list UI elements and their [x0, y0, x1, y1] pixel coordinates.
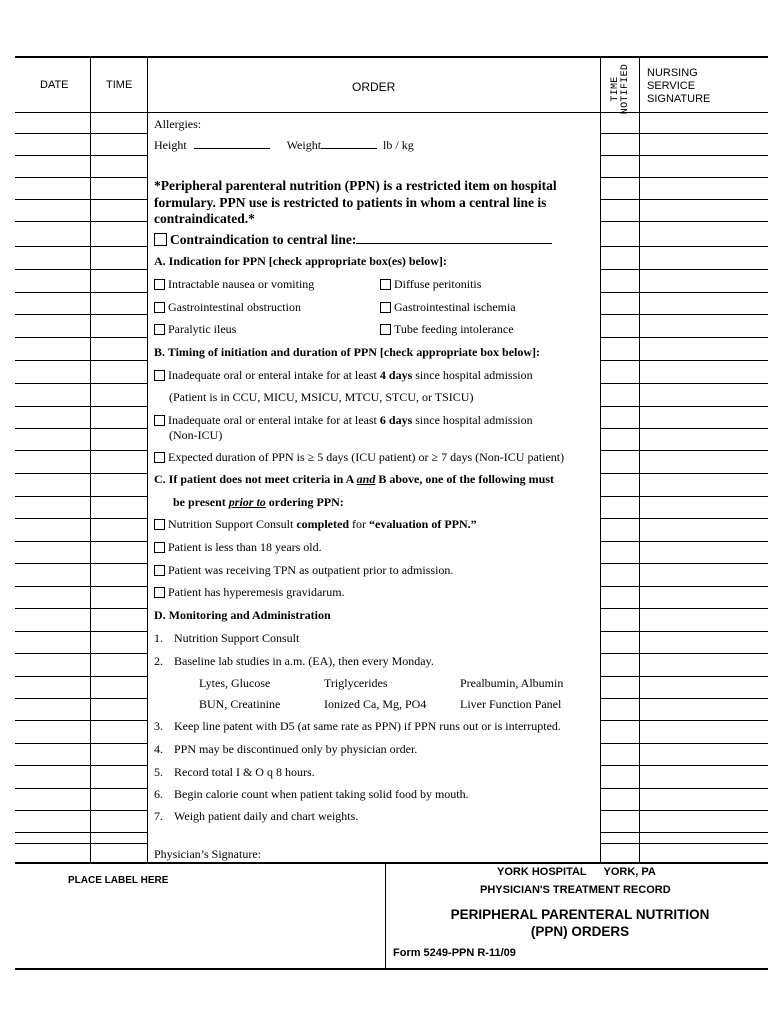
- c-heading-text-end: B above, one of the following must: [375, 472, 554, 486]
- row-line: [600, 177, 768, 178]
- c-item-4: [154, 585, 345, 600]
- physician-signature-field[interactable]: Physician’s Signature:: [154, 847, 261, 861]
- height-field[interactable]: [194, 138, 270, 149]
- d-text: Begin calorie count when patient taking solid food by mouth.: [174, 787, 469, 801]
- row-line: [15, 473, 147, 474]
- time-column-header: TIME: [106, 79, 133, 91]
- row-line: [15, 843, 147, 844]
- row-line: [600, 720, 768, 721]
- row-line: [600, 292, 768, 293]
- height-weight-line: [154, 138, 414, 153]
- row-line: [15, 765, 147, 766]
- b-item-2-note: (Non-ICU): [169, 428, 223, 442]
- row-line: [15, 221, 147, 222]
- checkbox[interactable]: [154, 452, 165, 463]
- c-item-2: [154, 540, 322, 555]
- row-line: [600, 337, 768, 338]
- row-line: [15, 360, 147, 361]
- b2-text-end: since hospital admission: [412, 413, 533, 427]
- row-line: [15, 199, 147, 200]
- row-line: [600, 541, 768, 542]
- weight-unit: lb / kg: [383, 138, 414, 152]
- d-item-4: [154, 742, 417, 757]
- d-item-3: [154, 719, 561, 734]
- row-line: [600, 496, 768, 497]
- row-line: [15, 810, 147, 811]
- c-heading-prior: prior to: [228, 495, 266, 509]
- row-line: [600, 473, 768, 474]
- row-line: [15, 292, 147, 293]
- d-item-5: [154, 765, 315, 780]
- row-line: [15, 177, 147, 178]
- section-d-heading: D. Monitoring and Administration: [154, 608, 331, 622]
- c-heading-and: and: [356, 472, 376, 486]
- nursing-label: NURSING: [647, 67, 698, 79]
- b1-days: 4 days: [379, 368, 413, 382]
- row-line: [600, 428, 768, 429]
- lab-1: Lytes, Glucose: [199, 676, 271, 690]
- row-line: [15, 608, 147, 609]
- row-line: [15, 133, 147, 134]
- d-num: 1.: [154, 631, 163, 645]
- row-line: [600, 269, 768, 270]
- row-line: [600, 631, 768, 632]
- checkbox[interactable]: [154, 542, 165, 553]
- row-line: [15, 743, 147, 744]
- c3-text: Patient was receiving TPN as outpatient prior to admission.: [168, 563, 454, 577]
- time-notified-column-header: TIME NOTIFIED: [610, 63, 631, 115]
- row-line: [600, 832, 768, 833]
- d-num: 5.: [154, 765, 163, 779]
- contraindication-checkbox[interactable]: [154, 233, 167, 246]
- notice-line-1: *Peripheral parenteral nutrition (PPN) is a restricted item on hospital: [154, 178, 557, 193]
- row-line: [15, 653, 147, 654]
- lab-6: Liver Function Panel: [460, 697, 562, 711]
- checkbox[interactable]: [380, 302, 391, 313]
- row-line: [600, 586, 768, 587]
- c1-for: for: [349, 517, 369, 531]
- a-item-3: [154, 300, 301, 315]
- nursing-signature-column-header: [647, 67, 710, 106]
- row-line: [600, 843, 768, 844]
- a-item-4: [380, 300, 516, 315]
- row-line: [15, 450, 147, 451]
- footer-divider: [385, 864, 386, 969]
- row-line: [600, 221, 768, 222]
- lab-5: Ionized Ca, Mg, PO4: [324, 697, 427, 711]
- a-item-label: Diffuse peritonitis: [394, 277, 482, 291]
- c4-text: Patient has hyperemesis gravidarum.: [168, 585, 345, 599]
- d-text: PPN may be discontinued only by physician order.: [174, 742, 418, 756]
- row-line: [15, 496, 147, 497]
- a-item-label: Gastrointestinal obstruction: [168, 300, 301, 314]
- order-column-header: ORDER: [352, 80, 396, 94]
- b-item-3: [154, 450, 564, 465]
- row-line: [15, 788, 147, 789]
- form-title: [420, 906, 740, 940]
- row-line: [15, 563, 147, 564]
- time-order-divider: [147, 57, 148, 863]
- checkbox[interactable]: [154, 415, 165, 426]
- table-bottom-border: [15, 862, 768, 864]
- top-border: [15, 56, 768, 58]
- form-title-line-1: PERIPHERAL PARENTERAL NUTRITION: [450, 907, 710, 922]
- row-line: [600, 518, 768, 519]
- section-b-heading: B. Timing of initiation and duration of PPN [check appropriate box below]:: [154, 345, 541, 359]
- row-line: [15, 428, 147, 429]
- weight-label: Weight: [286, 138, 322, 152]
- row-line: [15, 406, 147, 407]
- row-line: [15, 518, 147, 519]
- checkbox[interactable]: [154, 302, 165, 313]
- lab-4: BUN, Creatinine: [199, 697, 281, 711]
- a-item-label: Paralytic ileus: [168, 322, 237, 336]
- checkbox[interactable]: [154, 565, 165, 576]
- row-line: [15, 246, 147, 247]
- b1-text: Inadequate oral or enteral intake for at least: [168, 368, 380, 382]
- d-num: 6.: [154, 787, 163, 801]
- signature-label: SIGNATURE: [647, 93, 711, 105]
- place-label-area: PLACE LABEL HERE: [68, 875, 169, 886]
- c1-completed: completed: [296, 517, 349, 531]
- d-item-1: [154, 631, 299, 646]
- row-line: [600, 199, 768, 200]
- c-heading-text: C. If patient does not meet criteria in A: [154, 472, 357, 486]
- b2-days: 6 days: [379, 413, 413, 427]
- row-line: [15, 676, 147, 677]
- d-text: Record total I & O q 8 hours.: [174, 765, 315, 779]
- row-line: [15, 383, 147, 384]
- date-column-header: DATE: [40, 79, 69, 91]
- header-bottom-border: [15, 112, 768, 113]
- d-text: Baseline lab studies in a.m. (EA), then every Monday.: [174, 654, 434, 668]
- row-line: [600, 810, 768, 811]
- d-item-2: [154, 654, 434, 669]
- a-item-2: [380, 277, 481, 292]
- ppn-restriction-notice: [154, 178, 557, 228]
- checkbox[interactable]: [380, 279, 391, 290]
- row-line: [600, 133, 768, 134]
- a-item-6: [380, 322, 514, 337]
- c-item-3: [154, 563, 453, 578]
- row-line: [600, 608, 768, 609]
- a-item-label: Tube feeding intolerance: [394, 322, 514, 336]
- row-line: [15, 631, 147, 632]
- c2-text: Patient is less than 18 years old.: [168, 540, 322, 554]
- row-line: [600, 406, 768, 407]
- d-num: 3.: [154, 719, 163, 733]
- a-item-1: [154, 277, 314, 292]
- a-item-5: [154, 322, 236, 337]
- checkbox[interactable]: [380, 324, 391, 335]
- row-line: [15, 586, 147, 587]
- footer-bottom-border: [15, 968, 768, 970]
- row-line: [15, 720, 147, 721]
- hospital-line: [497, 866, 656, 878]
- b-item-1-note: (Patient is in CCU, MICU, MSICU, MTCU, STCU, or TSICU): [169, 390, 474, 404]
- row-line: [600, 788, 768, 789]
- b-item-1: [154, 368, 533, 383]
- section-a-heading: A. Indication for PPN [check appropriate box(es) below]:: [154, 254, 447, 268]
- d-num: 2.: [154, 654, 163, 668]
- d-text: Weigh patient daily and chart weights.: [174, 809, 359, 823]
- row-line: [15, 698, 147, 699]
- row-line: [600, 246, 768, 247]
- b2-text: Inadequate oral or enteral intake for at least: [168, 413, 380, 427]
- row-line: [15, 832, 147, 833]
- b-item-2: [154, 413, 533, 428]
- d-num: 7.: [154, 809, 163, 823]
- row-line: [600, 155, 768, 156]
- row-line: [600, 765, 768, 766]
- row-line: [600, 360, 768, 361]
- form-title-line-2: (PPN) ORDERS: [530, 924, 630, 939]
- row-line: [600, 383, 768, 384]
- a-item-label: Gastrointestinal ischemia: [394, 300, 516, 314]
- checkbox[interactable]: [154, 279, 165, 290]
- row-line: [600, 743, 768, 744]
- c-item-1: [154, 517, 477, 532]
- contraindication-label: Contraindication to central line:: [170, 232, 357, 247]
- hospital-city: YORK, PA: [603, 866, 656, 878]
- form-number: Form 5249-PPN R-11/09: [393, 947, 516, 959]
- height-label: Height: [154, 138, 187, 152]
- allergies-field[interactable]: Allergies:: [154, 117, 202, 131]
- row-line: [600, 676, 768, 677]
- b1-text-end: since hospital admission: [412, 368, 533, 382]
- row-line: [600, 653, 768, 654]
- row-line: [600, 698, 768, 699]
- checkbox[interactable]: [154, 519, 165, 530]
- checkbox[interactable]: [154, 370, 165, 381]
- contraindication-line: [154, 231, 552, 248]
- c-heading-text-end: ordering PPN:: [265, 495, 344, 509]
- notice-line-3: contraindicated.*: [154, 211, 255, 226]
- d-text: Nutrition Support Consult: [174, 631, 300, 645]
- c1-evaluation: “evaluation of PPN.”: [369, 517, 477, 531]
- contraindication-field[interactable]: [356, 231, 552, 244]
- a-item-label: Intractable nausea or vomiting: [168, 277, 315, 291]
- d-item-7: [154, 809, 358, 824]
- service-label: SERVICE: [647, 80, 696, 92]
- hospital-name: YORK HOSPITAL: [497, 866, 587, 878]
- notice-line-2: formulary. PPN use is restricted to patients in whom a central line is: [154, 194, 547, 210]
- row-line: [600, 450, 768, 451]
- row-line: [15, 541, 147, 542]
- row-line: [15, 314, 147, 315]
- d-text: Keep line patent with D5 (at same rate as PPN) if PPN runs out or is interrupted.: [174, 719, 561, 733]
- d-num: 4.: [154, 742, 163, 756]
- b3-text: Expected duration of PPN is ≥ 5 days (ICU patient) or ≥ 7 days (Non-ICU patient): [168, 450, 565, 464]
- section-c-heading-2: [173, 495, 344, 510]
- row-line: [15, 269, 147, 270]
- row-line: [15, 337, 147, 338]
- section-c-heading-1: [154, 472, 554, 487]
- row-line: [600, 563, 768, 564]
- row-line: [600, 314, 768, 315]
- checkbox[interactable]: [154, 587, 165, 598]
- lab-2: Triglycerides: [324, 676, 388, 690]
- lab-3: Prealbumin, Albumin: [460, 676, 564, 690]
- d-item-6: [154, 787, 469, 802]
- weight-field[interactable]: [321, 138, 377, 149]
- c1-text: Nutrition Support Consult: [168, 517, 297, 531]
- record-type: PHYSICIAN'S TREATMENT RECORD: [480, 884, 671, 896]
- checkbox[interactable]: [154, 324, 165, 335]
- row-line: [15, 155, 147, 156]
- c-heading-text: be present: [173, 495, 229, 509]
